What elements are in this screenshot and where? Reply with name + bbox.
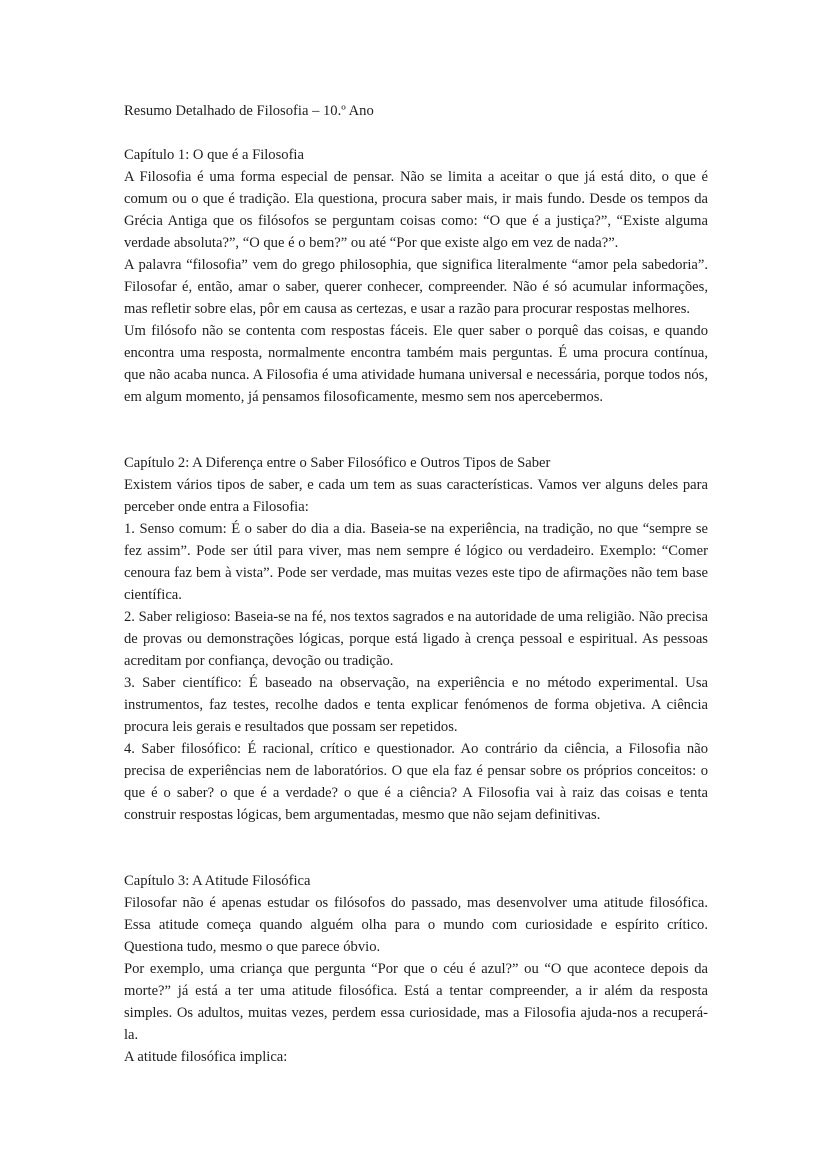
paragraph: Existem vários tipos de saber, e cada um tem as suas características. Vamos ver alguns deles para perceber onde entra a Filosofia: — [124, 477, 708, 515]
paragraph: A Filosofia é uma forma especial de pensar. Não se limita a aceitar o que já está dito, o que é comum ou o que é tradição. Ela questiona, procura saber mais, ir mais fundo. Desde os tempos da Grécia Antiga que os filósofos se perguntam coisas como: “O que é a justiça?”, “Existe alguma verdade absoluta?”, “O que é o bem?” ou até “Por que existe algo em vez de nada?”. — [124, 169, 708, 251]
paragraph: A atitude filosófica implica: — [124, 1049, 288, 1065]
list-item: 1. Senso comum: É o saber do dia a dia. Baseia-se na experiência, na tradição, no que “sempre se fez assim”. Pode ser útil para viver, mas nem sempre é lógico ou verdadeiro. Exemplo: “Comer cenoura faz bem à vista”. Pode ser verdade, mas muitas vezes este tipo de afirmações não tem base científica. — [124, 521, 708, 603]
paragraph: Por exemplo, uma criança que pergunta “Por que o céu é azul?” ou “O que acontece depois da morte?” já está a ter uma atitude filosófica. Está a tentar compreender, a ir além da resposta simples. Os adultos, muitas vezes, perdem essa curiosidade, mas a Filosofia ajuda-nos a recuperá-la. — [124, 961, 708, 1043]
paragraph: A palavra “filosofia” vem do grego philosophia, que significa literalmente “amor pela sabedoria”. Filosofar é, então, amar o saber, querer conhecer, compreender. Não é só acumular informações, mas refletir sobre elas, pôr em causa as certezas, e usar a razão para procurar respostas melhores. — [124, 257, 708, 317]
chapter-heading: Capítulo 2: A Diferença entre o Saber Filosófico e Outros Tipos de Saber — [124, 455, 551, 471]
paragraph: Filosofar não é apenas estudar os filósofos do passado, mas desenvolver uma atitude filosófica. Essa atitude começa quando alguém olha para o mundo com curiosidade e espírito crítico. Questiona tudo, mesmo o que parece óbvio. — [124, 895, 708, 955]
chapter-heading: Capítulo 1: O que é a Filosofia — [124, 147, 304, 163]
list-item: 4. Saber filosófico: É racional, crítico e questionador. Ao contrário da ciência, a Filosofia não precisa de experiências nem de laboratórios. O que ela faz é pensar sobre os próprios conceitos: o que é o saber? o que é a verdade? o que é a ciência? A Filosofia vai à raiz das coisas e tenta construir respostas lógicas, bem argumentadas, mesmo que não sejam definitivas. — [124, 741, 708, 823]
chapter-2 — [124, 452, 708, 826]
document-title: Resumo Detalhado de Filosofia – 10.º Ano — [124, 103, 374, 119]
chapter-heading: Capítulo 3: A Atitude Filosófica — [124, 873, 311, 889]
paragraph: Um filósofo não se contenta com respostas fáceis. Ele quer saber o porquê das coisas, e quando encontra uma resposta, normalmente encontra também mais perguntas. É uma procura contínua, que não acaba nunca. A Filosofia é uma atividade humana universal e necessária, porque todos nós, em algum momento, já pensamos filosoficamente, mesmo sem nos apercebermos. — [124, 323, 708, 405]
chapter-3 — [124, 870, 708, 1068]
list-item: 2. Saber religioso: Baseia-se na fé, nos textos sagrados e na autoridade de uma religião. Não precisa de provas ou demonstrações lógicas, porque está ligado à crença pessoal e espiritual. As pessoas acreditam por confiança, devoção ou tradição. — [124, 609, 708, 669]
document-page — [124, 100, 708, 1068]
list-item: 3. Saber científico: É baseado na observação, na experiência e no método experimental. Usa instrumentos, faz testes, recolhe dados e tenta explicar fenómenos de forma objetiva. A ciência procura leis gerais e resultados que possam ser repetidos. — [124, 675, 708, 735]
chapter-1 — [124, 144, 708, 408]
